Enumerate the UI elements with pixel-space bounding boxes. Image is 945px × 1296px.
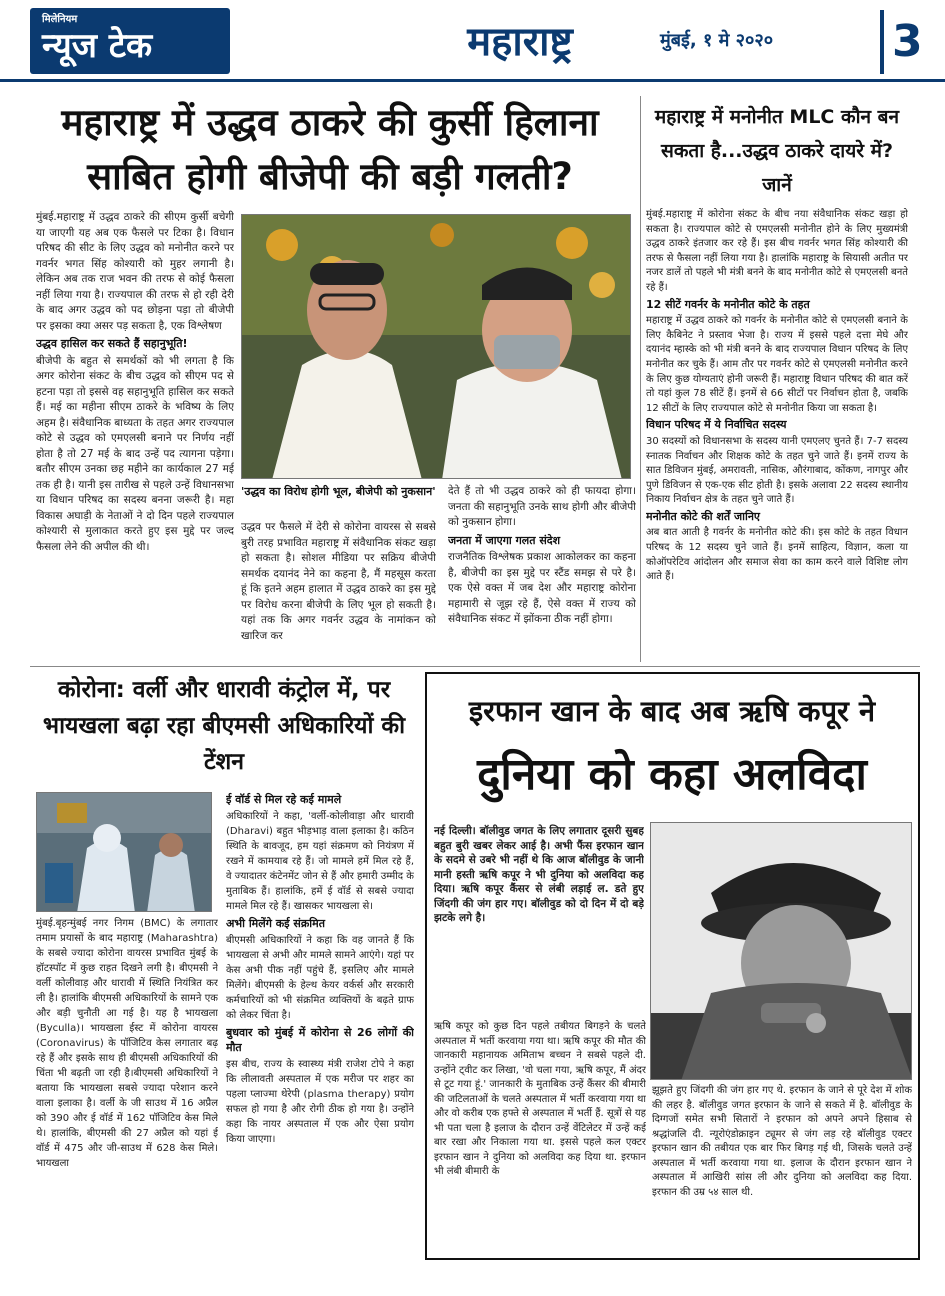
story2-para-2: महाराष्ट्र में उद्धव ठाकरे को गवर्नर के मनोनीत कोटे से एमएलसी बनाने के लिए कैबिनेट ने प्रस्ताव भेजा है। राज्य में इससे पहले दत्ता मेघे और दयानंद म्हास्के को भी मंत्री बनने के बाद राज्यपाल विधान परिषद के लिए मनोनीत कर चुके हैं। आम तौर पर गवर्नर कोटे से एमएलसी मनोनीत करने के लिए कुछ योग्यताएं होनी जरूरी हैं। महाराष्ट्र विधान परिषद की बात करें तो यहां कुल 78 सीटें हैं। इनमें से 66 सीटों पर निर्वाचन होता है, जबकि 12 सीटों के लिए राज्यपाल कोटे से मनोनीत किया जा सकता है।: [646, 315, 908, 414]
covid-health-workers-photo: [36, 792, 212, 912]
story4-lead-para: नई दिल्ली। बॉलीवुड जगत के लिए लगातार दूसरी सुबह बहुत बुरी खबर लेकर आई है। अभी फैंस इरफान खान के सदमे से उबरे भी नहीं थे कि आज बॉलीवुड के जानी मानी हस्ती ऋषि कपूर ने भी दुनिया को अलविदा कह दिया। ऋषि कपूर कैंसर से लंबी लड़ाई ल. डते हुए जिंदगी की जंग हार गए। बॉलीवुड को दो दिन में दो बड़े झटके लगे है।: [434, 825, 644, 924]
story1-col1-subhead: उद्धव हासिल कर सकते हैं सहानुभूति!: [36, 337, 188, 350]
story4-headline-top: इरफान खान के बाद अब ऋषि कपूर ने: [468, 694, 876, 728]
story3-subhead-1: ई वॉर्ड से मिल रहे कई मामले: [226, 793, 342, 806]
story3-para-4: इस बीच, राज्य के स्वास्थ्य मंत्री राजेश टोपे ने कहा कि लीलावती अस्पताल में एक मरीज पर शहर का पहला प्लाज्मा थेरेपी (plasma therapy) प्रयोग सफल हो गया है और रोगी ठीक हो गया है। उन्होंने कहा कि नायर अस्पताल में एक और ऐसा प्रयोग किया जाएगा।: [226, 1059, 414, 1145]
section-title: महाराष्ट्र: [467, 19, 573, 65]
story2-subhead-1: 12 सीटें गवर्नर के मनोनीत कोटे के तहत: [646, 297, 810, 311]
story1-headline: महाराष्ट्र में उद्धव ठाकरे की कुर्सी हिलाना साबित होगी बीजेपी की बड़ी गलती?: [61, 101, 599, 198]
page-number: 3: [880, 10, 940, 74]
story2-body: [646, 208, 908, 662]
story3-col2: [226, 792, 414, 1258]
logo-tagline: मिलेनियम: [42, 14, 78, 25]
story4-para-2: झूझते हुए जिंदगी की जंग हार गए थे. इरफान के जाने से पूरे देश में शोक की लहर है. बॉलीवुड जगत इरफान के जाने से सकते में है. बॉलीवुड के दिग्गजों समेत सभी सितारों ने इरफान को अपने अपने हिसाब से श्रद्धांजलि दी. न्यूरोएंडोक्राइन ट्यूमर से जंग लड़ रहे बॉलीवुड एक्टर इरफान खान की तबीयत एक बार फिर बिगड़ गई थी, जिसके चलते उन्हें अस्पताल में भर्ती करवाया गया था. इलाज के दौरान इरफान खान ने अस्पताल में आखिरी सांस ली और दुनिया को अलविदा कह दिया. इरफान की उम्र ५४ साल थी.: [652, 1085, 912, 1198]
story4-headline-main: दुनिया को कहा अलविदा: [477, 749, 867, 800]
issue-date: मुंबई, १ मे २०२०: [660, 30, 774, 51]
story4-col1: [434, 1020, 646, 1254]
story2-para-3: 30 सदस्यों को विधानसभा के सदस्य यानी एमएलए चुनते हैं। 7-7 सदस्य स्नातक निर्वाचन और शिक्षक कोटे के तहत चुने जाते हैं। इनमें राज्य के सात डिविजन मुंबई, अमरावती, नासिक, औरंगाबाद, कोंकण, नागपुर और पुणे डिविजन से एक-एक सीट होती है। इसके अलावा 22 सदस्य स्थानीय निकाय निर्वाचन क्षेत्र के तहत चुने जाते हैं।: [646, 435, 908, 506]
story1-col1: [36, 210, 234, 665]
story2-subhead-2: विधान परिषद में ये निर्वाचित सदस्य: [646, 418, 787, 432]
uddhav-governor-photo: [241, 214, 631, 479]
newspaper-logo: [30, 8, 230, 74]
story3-col1: [36, 916, 218, 1256]
photo-illustration: [242, 215, 631, 479]
story1-col3: [448, 484, 636, 660]
story3-subhead-3: बुधवार को मुंबई में कोरोना से 26 लोगों की मौत: [226, 1026, 414, 1054]
story2-subhead-3: मनोनीत कोटे की शर्तें जानिए: [646, 509, 761, 523]
story3-para-3: बीएमसी अधिकारियों ने कहा कि वह जानते हैं कि भायखला से अभी और मामले सामने आएंगे। यहां पर केस अभी पीक नहीं पहुंचे हैं, इसलिए और मामले मिलेंगे। बीएमसी के हेल्थ केयर वर्कर्स और सरकारी कर्मचारियों को भी संक्रमित व्यक्तियों के बढ़ते ग्राफ को लेकर चिंता है।: [226, 935, 414, 1021]
story2-para-1: मुंबई.महाराष्ट्र में कोरोना संकट के बीच नया संवैधानिक संकट खड़ा हो सकता है। राज्यपाल कोटे से एमएलसी मनोनीत होने के लिए मुख्यमंत्री उद्धव ठाकरे इंतजार कर रहे हैं। इस बीच गवर्नर भगत सिंह कोश्यारी की तरफ से फैसला नहीं लिया गया है। हालांकि महाराष्ट्र के सियासी अतीत पर नजर डालें तो पहले भी मंत्री बनने के बाद मनोनीत कोटे से एमएलसी बनते रहे हैं।: [646, 209, 908, 293]
column-divider: [640, 96, 641, 662]
story1-col3-subhead: जनता में जाएगा गलत संदेश: [448, 533, 561, 547]
rishi-kapoor-photo: [650, 822, 912, 1080]
story4-para-1: ऋषि कपूर को कुछ दिन पहले तबीयत बिगड़ने के चलते अस्पताल में भर्ती करवाया गया था। ऋषि कपूर की मौत की जानकारी महानायक अमिताभ बच्चन ने सबसे पहले दी. उन्होंने ट्वीट कर लिखा, 'वो चला गया, ऋषि कपूर, मैं अंदर से टूट गया हूं.' जानकारी के मुताबिक उन्हें कैंसर की बीमारी की जटिलताओं के चलते अस्पताल में भर्ती करवाया गया था और वो करीब एक हफ्ते से अस्पताल में भर्ती हैं. सूत्रों से यह भी पता चला है इलाज के दौरान उन्हें वेंटिलेटर में उन्हें कई बार रखा और निकाला गया था. इससे पहले कल एक्टर इरफान खान ने दुनिया को अलविदा कह दिया था. इरफान भी लंबी बीमारी के: [434, 1021, 646, 1177]
logo-title: न्यूज टेक: [42, 26, 153, 66]
story3-headline: कोरोना: वर्ली और धारावी कंट्रोल में, पर भायखला बढ़ा रहा बीएमसी अधिकारियों की टेंशन: [42, 677, 406, 775]
story2-headline: महाराष्ट्र में मनोनीत MLC कौन बन सकता है...उद्धव ठाकरे दायरे में? जानें: [654, 106, 900, 196]
story1-col1-para: मुंबई.महाराष्ट्र में उद्धव ठाकरे की सीएम कुर्सी बचेगी या जाएगी यह अब एक फैसले पर टिका है। विधान परिषद की सीट के लिए उद्धव को मनोनीत करने पर गवर्नर भगत सिंह कोश्यारी को मुहर लगानी है। लेकिन अब तक राज भवन की तरफ से कोई फैसला नहीं लिया गया है। राज्यपाल की तरफ से हो रही देरी के बाद अगर उद्धव को पद छोड़ना पड़ा तो बीजेपी पर इसका क्या असर पड़ सकता है, एक विश्लेषण: [36, 211, 234, 332]
story3-para-1: मुंबई.बृहन्मुंबई नगर निगम (BMC) के लगातार तमाम प्रयासों के बाद महाराष्ट्र (Maharashtra) के सबसे ज्यादा कोरोना वायरस प्रभावित मुंबई के हॉटस्पॉट में कुछ राहत दिखने लगी है। बीएमसी ने वर्ली कोलीवाड़ और धारावी में स्थिति नियंत्रित कर ली है। हालांकि बीएमसी अधिकारियों के सामने एक और बड़ी चुनौती आ गई है। यह है भायखला (Byculla)। भायखला ईस्ट में कोरोना वायरस (Coronavirus) के पॉजिटिव केस लगातार बढ़ रहे हैं और इसके साथ ही बीएमसी अधिकारियों की चिंता भी बढ़ती जा रही है।बीएमसी अधिकारियों ने बताया कि भायखला सबसे ज्यादा परेशान करने वाला इलाका है। वर्ली के जी साउथ में 16 अप्रैल को 390 और ई वॉर्ड में 162 पॉजिटिव केस मिले थे। हालांकि, बीएमसी की 27 अप्रैल को यहां ई वॉर्ड में 475 और जी-साउथ में 628 केस मिले।भायखला: [36, 918, 218, 1169]
story4-col2: [652, 1084, 912, 1254]
photo-illustration: [37, 793, 212, 912]
story1-subheading: 'उद्धव का विरोध होगी भूल, बीजेपी को नुकसान': [241, 485, 436, 498]
story1-col2: [241, 520, 436, 660]
story1-col2-para: उद्धव पर फैसले में देरी से कोरोना वायरस से सबसे बुरी तरह प्रभावित महाराष्ट्र में संवैधानिक संकट खड़ा हो सकता है। सोशल मीडिया पर सक्रिय बीजेपी समर्थक दयानंद नेने का कहना है, मैं महसूस करता हूं कि इतने अहम हालात में उद्धव ठाकरे का इस मुद्दे पर विरोध करना बीजेपी के लिए भूल हो सकती है। यहां तक कि अगर गवर्नर उद्धव के नामांकन को खारिज कर: [241, 521, 436, 642]
story1-col3-para: देते हैं तो भी उद्धव ठाकरे को ही फायदा होगा। जनता की सहानुभूति उनके साथ होगी और बीजेपी को नुकसान होगा।: [448, 485, 636, 528]
photo-illustration: [651, 823, 912, 1080]
story2-para-4: अब बात आती है गवर्नर के मनोनीत कोटे की। इस कोटे के तहत विधान परिषद के 12 सदस्य चुने जाते हैं। इनमें साहित्य, विज्ञान, कला या कोऑपरेटिव आंदोलन और समाज सेवा का काम करने वाले विशिष्ट लोग आते हैं।: [646, 527, 908, 583]
story4-lead: [434, 824, 644, 1014]
section-divider: [30, 666, 920, 667]
story3-subhead-2: अभी मिलेंगे कई संक्रमित: [226, 917, 325, 930]
story3-para-2: अधिकारियों ने कहा, 'वर्ली-कोलीवाड़ा और धारावी (Dharavi) बहुत भीड़भाड़ वाला इलाका है। कठिन स्थिति के बावजूद, हम यहां संक्रमण को नियंत्रण में रखने में कामयाब रहे हैं। जो मामले हमें मिल रहे हैं, वे ज्यादातर कंटेनमेंट जोन से हैं और हमारी उम्मीद के मुताबिक हैं। हालांकि, हमें ई वॉर्ड से सबसे ज्यादा मामले मिल रहे हैं। खासकर भायखला से।: [226, 811, 414, 912]
story1-col1-para-b: बीजेपी के बहुत से समर्थकों को भी लगता है कि अगर कोरोना संकट के बीच उद्धव को सीएम पद से हटना पड़ा तो इससे वह सहानुभूति हासिल कर सकते हैं। मई का महीना सीएम ठाकरे के भविष्य के लिए अहम है। संवैधानिक बाध्यता के तहत अगर राज्यपाल कोटे से उद्धव को एमएलसी बनाने पर निर्णय नहीं होता है तो 27 मई के बाद उन्हें पद त्यागना पड़ेगा। बतौर सीएम उनका छह महीने का कार्यकाल 27 मई तक ही है। यानी इस तारीख से पहले उन्हें विधानसभा या विधान परिषद का सदस्य बनना जरूरी है। महा विकास अघाड़ी के नेताओं ने दो दिन पहले राज्यपाल कोश्यारी से मुलाकात करते हुए इस मुद्दे पर जल्द फैसला लेने की अपील की थी।: [36, 354, 234, 553]
story1-col3-para-b: राजनैतिक विश्लेषक प्रकाश आकोलकर का कहना है, बीजेपी का इस मुद्दे पर स्टैंड समझ से परे है। एक ऐसे वक्त में जब देश और महाराष्ट्र कोरोना महामारी से जूझ रहे हैं, ऐसे वक्त में राज्य को संवैधानिक संकट में झोंकना ठीक नहीं होगा।: [448, 551, 636, 625]
